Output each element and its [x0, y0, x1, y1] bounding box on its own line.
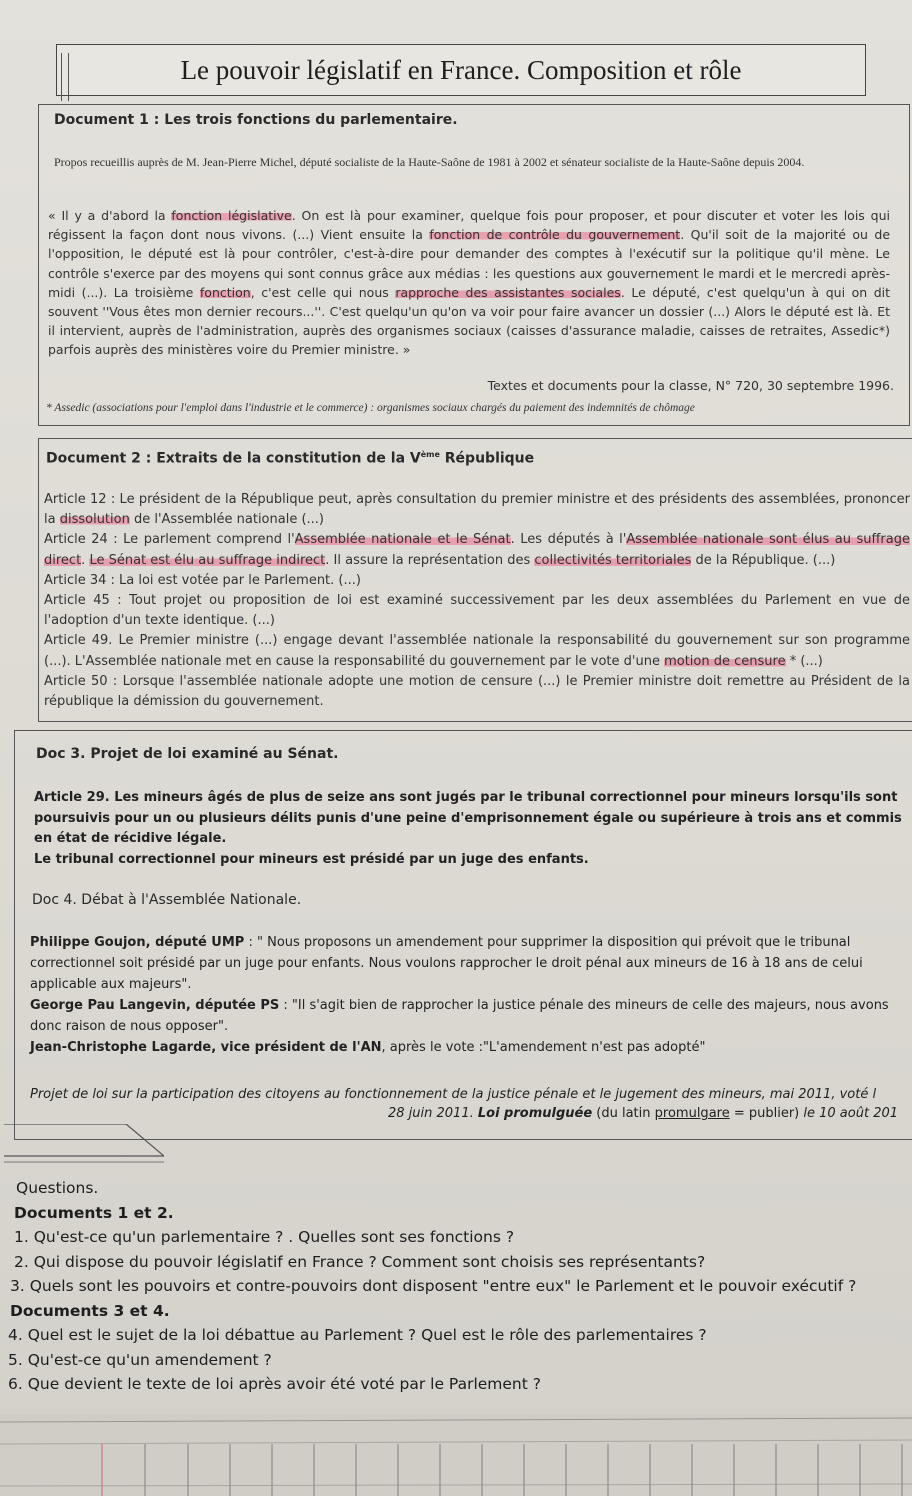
speaker-goujon: [30, 932, 910, 995]
document-1-heading: Document 1 : Les trois fonctions du parlementaire.: [54, 112, 458, 128]
questions-group-1: Documents 1 et 2.: [14, 1203, 174, 1222]
speaker-lagarde: [30, 1037, 910, 1058]
article-text: .: [81, 552, 90, 568]
article-text: Article 12 : Le président de la République peut, après consultation du premier ministre et des présidents des assemblées, prononcer la: [44, 492, 910, 528]
article-text: Article 49. Le Premier ministre (...) engage devant l'assemblée nationale la responsabilité du gouvernement sur son programme (...). L'Assemblée nationale met en cause la responsabilité du gouvernement par le vote d'une: [44, 633, 910, 669]
questions-heading: Questions.: [16, 1179, 99, 1197]
document-3-heading: Doc 3. Projet de loi examiné au Sénat.: [36, 746, 339, 762]
article-34: Article 34 : La loi est votée par le Parlement. (...): [44, 572, 361, 588]
speaker-name: George Pau Langevin, députée PS: [30, 998, 280, 1013]
title-box: [56, 44, 866, 96]
citation-text: = publier): [729, 1106, 804, 1121]
article-text: de l'Assemblée nationale (...): [129, 512, 324, 528]
article-text: . Les députés à l': [510, 532, 627, 548]
quote-text: . Le député, c'est quelqu'un à qui on dit souvent ''Vous êtes mon dernier recours...''. C'est quelqu'un qu'on va voir pour faire avancer un dossier (...) Alors le député est là. Et il intervient, auprès de l'administration, auprès des organismes sociaux (caisses d'assurance maladie, caisses de retraites, Assedic*) parfois auprès des ministères voire du Premier ministre. »: [48, 284, 891, 358]
article-text: . Il assure la représentation des: [325, 552, 535, 568]
speaker-text: : "Il s'agit bien de rapprocher la justice pénale des mineurs de celle des majeurs, nous avons donc raison de nous opposer".: [30, 998, 889, 1034]
article-49: [44, 631, 910, 671]
document-4-heading: Doc 4. Débat à l'Assemblée Nationale.: [32, 892, 302, 908]
highlight-parliament: Assemblée nationale et le Sénat: [294, 532, 511, 548]
article-text: * (...): [785, 653, 823, 669]
question-1: 1. Qu'est-ce qu'un parlementaire ? . Quelles sont ses fonctions ?: [14, 1228, 515, 1246]
highlight-dissolution: dissolution: [59, 512, 130, 528]
question-2: 2. Qui dispose du pouvoir législatif en France ? Comment sont choisis ses représentants?: [14, 1252, 706, 1271]
quote-text: , c'est celle qui nous: [250, 284, 396, 300]
quote-text: . On est là pour examiner, quelque fois pour proposer, et pour discuter et voter les lois qui régissent la façon dont nous vivons. (...) Vient ensuite la: [48, 208, 890, 243]
article-29: Article 29. Les mineurs âgés de plus de seize ans sont jugés par le tribunal correctionnel pour mineurs lorsqu'ils sont poursuivis pour un ou plusieurs délits punis d'une peine d'emprisonnement égale ou supérieure à trois ans et commis en état de récidive légale.: [34, 790, 902, 846]
quote-text: « Il y a d'abord la: [48, 208, 172, 223]
law-citation-line-1: Projet de loi sur la participation des citoyens au fonctionnement de la justice pénale et le jugement des mineurs, mai 2011, voté l: [30, 1087, 877, 1102]
question-5: 5. Qu'est-ce qu'un amendement ?: [8, 1350, 272, 1369]
article-24: [44, 530, 910, 570]
highlight-indirect-suffrage: Le Sénat est élu au suffrage indirect: [89, 552, 326, 568]
document-1-intro: Propos recueillis auprès de M. Jean-Pierre Michel, député socialiste de la Haute-Saône de 1981 à 2002 et sénateur socialiste de la Haute-Saône depuis 2004.: [54, 155, 805, 169]
underlying-grid-paper: [0, 1414, 912, 1496]
highlight-censure-motion: motion de censure: [664, 653, 786, 669]
document-3-text: [34, 788, 910, 870]
questions-section: [8, 1176, 908, 1397]
citation-text: (du latin: [592, 1106, 655, 1121]
article-text: de la République. (...): [691, 552, 836, 568]
page-title: Le pouvoir législatif en France. Composition et rôle: [180, 54, 742, 85]
highlight-social-assistance: rapproche des assistantes sociales: [395, 284, 621, 300]
document-1-source: Textes et documents pour la classe, N° 720, 30 septembre 1996.: [487, 378, 894, 393]
highlight-direct-suffrage: Assemblée nationale sont élus au suffrage direct: [44, 532, 910, 568]
quote-text: . Qu'il soit de la majorité ou de l'opposition, le député est là pour contrôler, c'est-à-dire pour demander des comptes à l'exécutif sur la politique qu'il mène. Le contrôle s'exerce par des moyens qui sont connus grâce aux médias : les questions aux gouvernement le mardi et le mercredi après-midi (...). La troisième: [48, 227, 891, 300]
speaker-text: : " Nous proposons un amendement pour supprimer la disposition qui prévoit que le tribunal correctionnel soit présidé par un juge pour enfants. Nous voulons rapprocher le droit pénal aux mineurs de 16 à 18 ans de celui applicable aux majeurs".: [30, 935, 863, 992]
document-4-text: [30, 932, 910, 1058]
speaker-name: Jean-Christophe Lagarde, vice président de l'AN: [30, 1040, 382, 1055]
highlight-control-function: fonction de contrôle du gouvernement: [429, 227, 681, 243]
heading-text: République: [439, 450, 535, 467]
heading-superscript: ème: [420, 450, 440, 459]
highlight-third-function: fonction: [199, 284, 251, 300]
question-3: 3. Quels sont les pouvoirs et contre-pouvoirs dont disposent "entre eux" le Parlement et le pouvoir exécutif ?: [10, 1277, 857, 1295]
document-1-footnote: * Assedic (associations pour l'emploi dans l'industrie et le commerce) : organismes sociaux chargés du paiement des indemnités de chômage: [46, 402, 695, 414]
citation-underlined: promulgare: [654, 1106, 730, 1121]
law-citation-line-2: [388, 1106, 898, 1121]
article-12: [44, 490, 910, 530]
juvenile-court-statement: Le tribunal correctionnel pour mineurs est présidé par un juge des enfants.: [34, 851, 589, 867]
highlight-legislative-function: fonction législative: [171, 208, 292, 223]
question-4: 4. Quel est le sujet de la loi débattue au Parlement ? Quel est le rôle des parlementaires ?: [8, 1326, 707, 1344]
questions-group-2: Documents 3 et 4.: [10, 1301, 170, 1320]
citation-text: le 10 août 201: [803, 1106, 899, 1121]
question-6: 6. Que devient le texte de loi après avoir été voté par le Parlement ?: [8, 1375, 541, 1393]
article-45: Article 45 : Tout projet ou proposition de loi est examiné successivement par les deux assemblées du Parlement en vue de l'adoption d'un texte identique. (...): [44, 593, 910, 629]
constitution-articles: [44, 490, 910, 712]
article-50: Article 50 : Lorsque l'assemblée nationale adopte une motion de censure (...) le Premier ministre doit remettre au Président de la république la démission du gouvernement.: [44, 673, 910, 710]
document-2-heading: [46, 450, 534, 467]
citation-bold: Loi promulguée: [477, 1106, 593, 1121]
highlight-territorial-collectivities: collectivités territoriales: [534, 552, 692, 568]
speaker-text: , après le vote :"L'amendement n'est pas adopté": [381, 1040, 706, 1055]
speaker-name: Philippe Goujon, député UMP: [30, 935, 245, 950]
document-1-quote: [48, 206, 890, 360]
article-text: Article 24 : Le parlement comprend l': [44, 532, 295, 548]
speaker-langevin: [30, 995, 910, 1037]
citation-text: 28 juin 2011.: [388, 1106, 478, 1121]
heading-text: Document 2 : Extraits de la constitution de la V: [46, 450, 421, 467]
folded-corner-decoration: [4, 1124, 164, 1166]
